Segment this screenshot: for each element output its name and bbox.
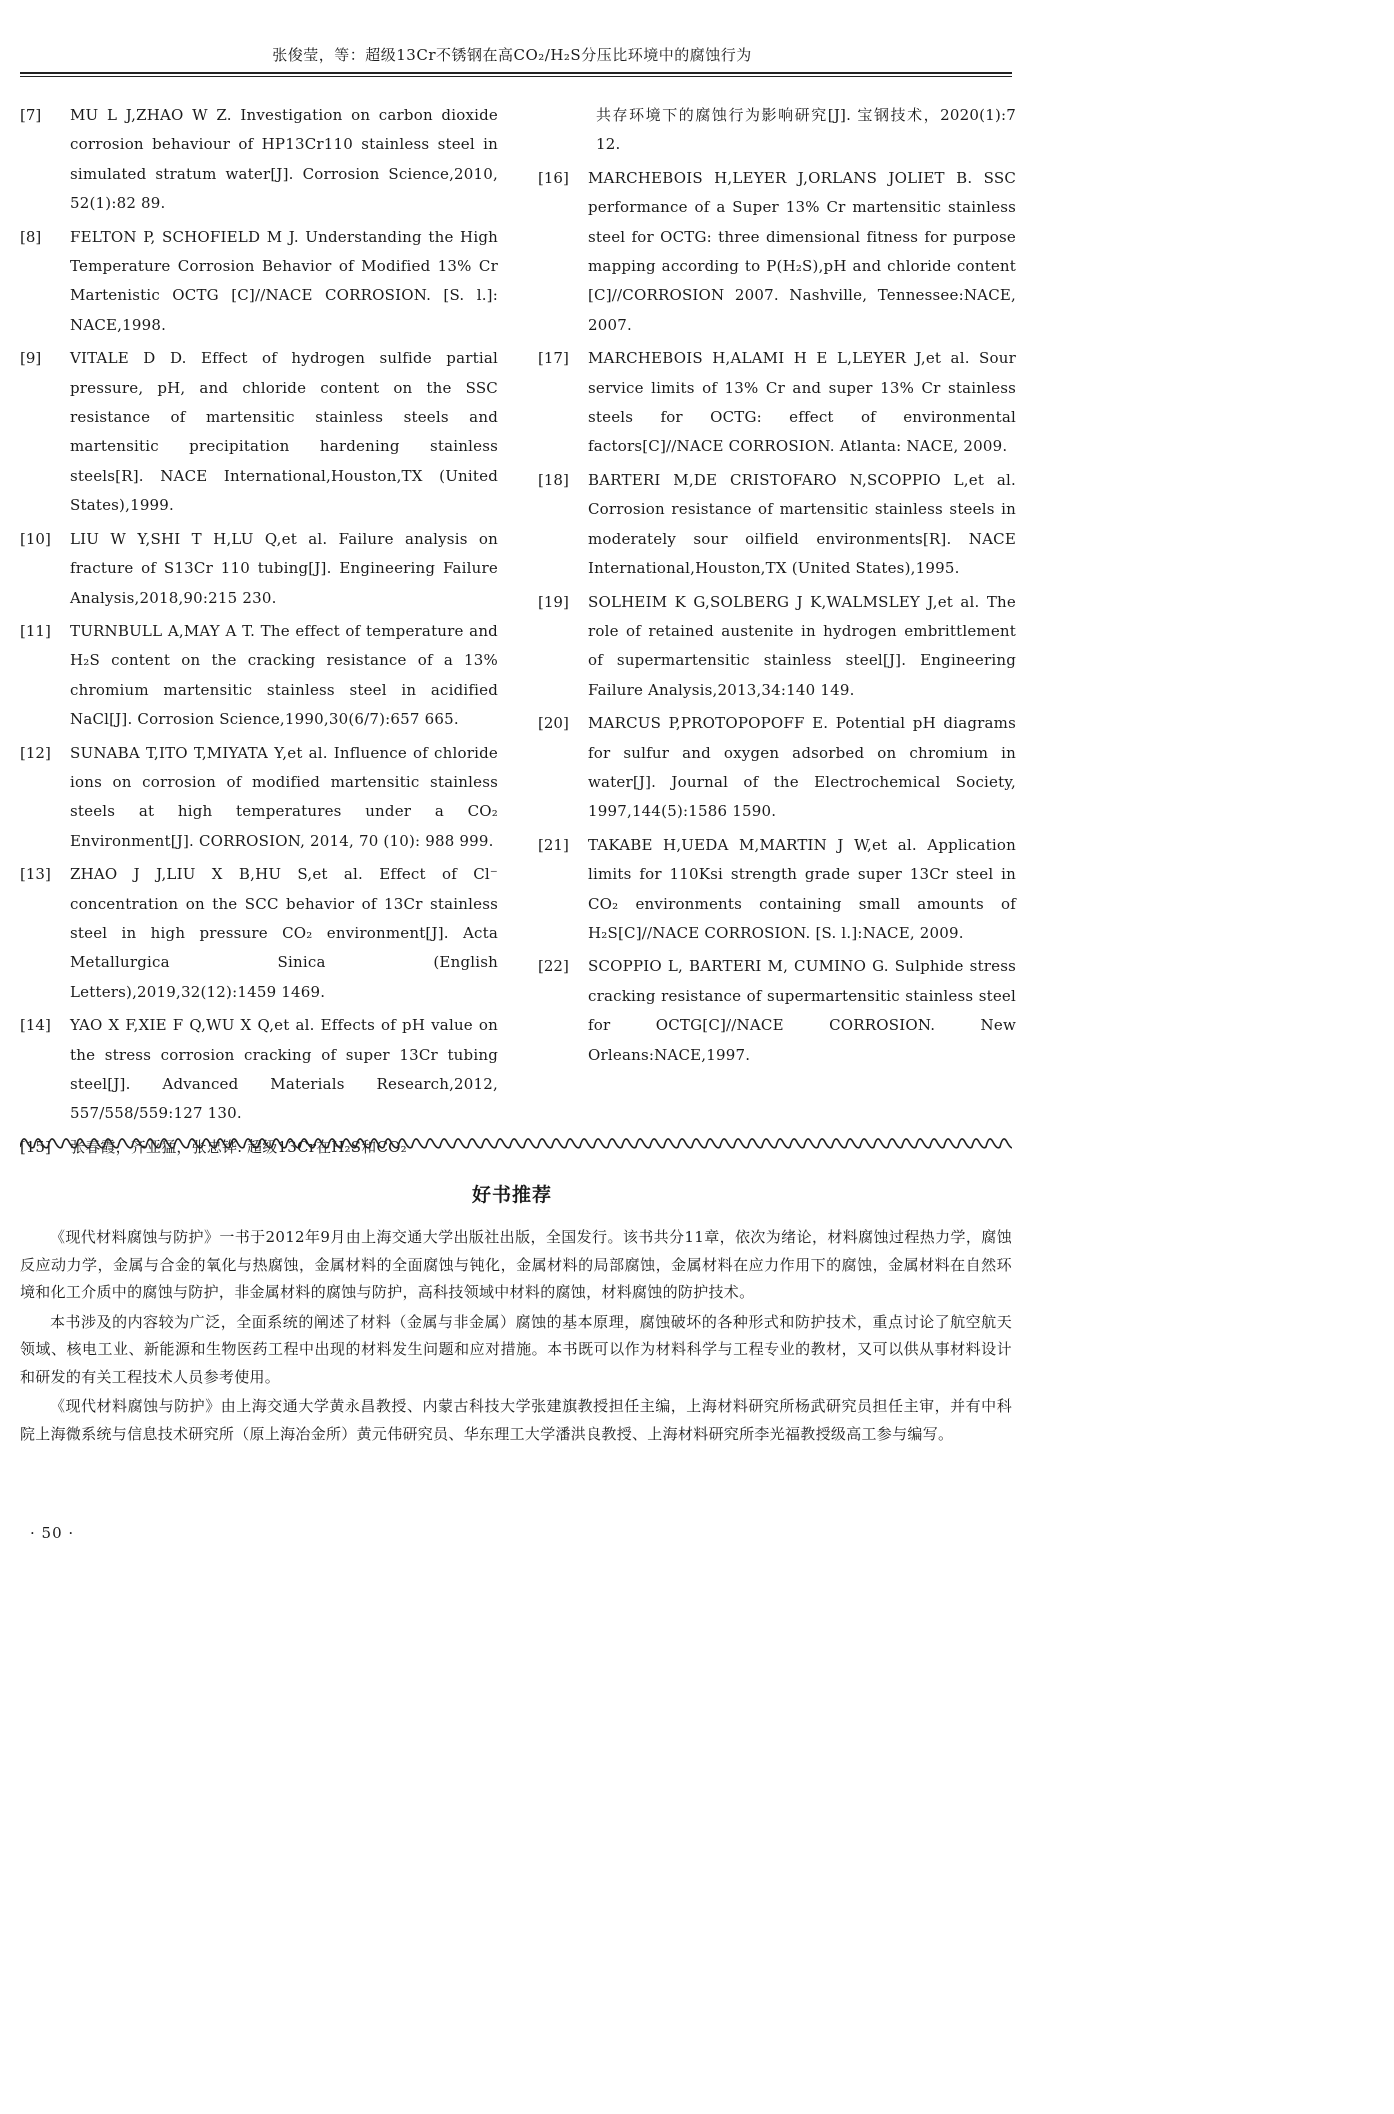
reference-text: SUNABA T,ITO T,MIYATA Y,et al. Influence of chloride ions on corrosion of modified martensitic stainless steels at high temperatures under a CO₂ Environment[J]. CORROSION, 2014, 70 (10): 988 999. bbox=[70, 743, 498, 850]
paragraph: 《现代材料腐蚀与防护》一书于2012年9月由上海交通大学出版社出版，全国发行。该书共分11章，依次为绪论，材料腐蚀过程热力学，腐蚀反应动力学，金属与合金的氧化与热腐蚀，金属材料的全面腐蚀与钝化，金属材料的局部腐蚀，金属材料在应力作用下的腐蚀，金属材料在自然环境和化工介质中的腐蚀与防护，非金属材料的腐蚀与防护，高科技领域中材料的腐蚀，材料腐蚀的防护技术。 bbox=[20, 1228, 1012, 1301]
decorative-wave-divider bbox=[20, 1136, 1012, 1150]
page-number: · 50 · bbox=[30, 1524, 75, 1542]
running-header: 张俊莹，等：超级13Cr不锈钢在高CO₂/H₂S分压比环境中的腐蚀行为 bbox=[272, 46, 752, 64]
reference-text: LIU W Y,SHI T H,LU Q,et al. Failure analysis on fracture of S13Cr 110 tubing[J]. Engineering Failure Analysis,2018,90:215 230. bbox=[70, 529, 498, 607]
reference-text: 共存环境下的腐蚀行为影响研究[J]. 宝钢技术，2020(1):7 12. bbox=[596, 106, 1016, 154]
reference-number: [18] bbox=[538, 470, 569, 489]
reference-item bbox=[538, 101, 1016, 160]
reference-number: [11] bbox=[20, 621, 51, 640]
reference-number: [20] bbox=[538, 714, 569, 733]
reference-number: [13] bbox=[20, 865, 51, 884]
reference-item bbox=[20, 1011, 498, 1129]
reference-number: [10] bbox=[20, 529, 51, 548]
reference-text: MARCHEBOIS H,ALAMI H E L,LEYER J,et al. Sour service limits of 13% Cr and super 13% Cr stainless steels for OCTG: effect of environmental factors[C]//NACE CORROSION. Atlanta: NACE, 2009. bbox=[588, 349, 1016, 456]
reference-item bbox=[538, 588, 1016, 706]
reference-text: VITALE D D. Effect of hydrogen sulfide partial pressure, pH, and chloride content on the SSC resistance of martensitic stainless steels and martensitic precipitation hardening stainless steels[R]. NACE International,Houston,TX (United States),1999. bbox=[70, 349, 498, 515]
reference-number: [17] bbox=[538, 349, 569, 368]
reference-text: TURNBULL A,MAY A T. The effect of temperature and H₂S content on the cracking resistance of a 13% chromium martensitic stainless steel in acidified NaCl[J]. Corrosion Science,1990,30(6/7):657 665. bbox=[70, 621, 498, 729]
reference-item bbox=[20, 101, 498, 219]
reference-number: [12] bbox=[20, 743, 51, 762]
reference-text: TAKABE H,UEDA M,MARTIN J W,et al. Application limits for 110Ksi strength grade super 13Cr steel in CO₂ environments containing small amounts of H₂S[C]//NACE CORROSION. [S. l.]:NACE, 2009. bbox=[588, 835, 1016, 942]
references-right-column bbox=[538, 101, 1016, 1074]
paragraph: 《现代材料腐蚀与防护》由上海交通大学黄永昌教授、内蒙古科技大学张建旗教授担任主编，上海材料研究所杨武研究员担任主审，并有中科院上海微系统与信息技术研究所（原上海冶金所）黄元伟研究员、华东理工大学潘洪良教授、上海材料研究所李光福教授级高工参与编写。 bbox=[20, 1397, 1012, 1443]
header-rule-thin bbox=[20, 76, 1012, 77]
reference-number: [21] bbox=[538, 835, 569, 854]
reference-number: [14] bbox=[20, 1016, 51, 1035]
header-rule bbox=[20, 72, 1012, 74]
reference-text: SCOPPIO L, BARTERI M, CUMINO G. Sulphide stress cracking resistance of supermartensitic stainless steel for OCTG[C]//NACE CORROSION. New Orleans:NACE,1997. bbox=[588, 957, 1016, 1064]
reference-text: YAO X F,XIE F Q,WU X Q,et al. Effects of pH value on the stress corrosion cracking of super 13Cr tubing steel[J]. Advanced Materials Research,2012, 557/558/559:127 130. bbox=[70, 1016, 498, 1123]
reference-text: MARCUS P,PROTOPOPOFF E. Potential pH diagrams for sulfur and oxygen adsorbed on chromium in water[J]. Journal of the Electrochemical Society, 1997,144(5):1586 1590. bbox=[588, 714, 1016, 821]
reference-number: [8] bbox=[20, 227, 42, 246]
reference-number: [19] bbox=[538, 592, 569, 611]
reference-item bbox=[20, 223, 498, 341]
reference-item bbox=[20, 860, 498, 1007]
reference-item bbox=[20, 617, 498, 735]
reference-item bbox=[20, 525, 498, 613]
reference-number: [15] bbox=[20, 1137, 51, 1156]
reference-item bbox=[20, 739, 498, 857]
reference-text: MU L J,ZHAO W Z. Investigation on carbon dioxide corrosion behaviour of HP13Cr110 stainless steel in simulated stratum water[J]. Corrosion Science,2010, 52(1):82 89. bbox=[70, 106, 498, 213]
reference-text: BARTERI M,DE CRISTOFARO N,SCOPPIO L,et al. Corrosion resistance of martensitic stainless steels in moderately sour oilfield environments[R]. NACE International,Houston,TX (United States),1995. bbox=[588, 470, 1016, 578]
references-left-column bbox=[20, 101, 498, 1166]
reference-text: SOLHEIM K G,SOLBERG J K,WALMSLEY J,et al. The role of retained austenite in hydrogen embrittlement of supermartensitic stainless steel[J]. Engineering Failure Analysis,2013,34:140 149. bbox=[588, 592, 1016, 699]
reference-number: [7] bbox=[20, 106, 42, 124]
reference-item bbox=[20, 344, 498, 520]
reference-item bbox=[538, 952, 1016, 1070]
reference-item bbox=[538, 164, 1016, 340]
reference-text: FELTON P, SCHOFIELD M J. Understanding the High Temperature Corrosion Behavior of Modified 13% Cr Martenistic OCTG [C]//NACE CORROSION. [S. l.]: NACE,1998. bbox=[70, 227, 498, 334]
reference-number: [9] bbox=[20, 349, 42, 368]
reference-number: [22] bbox=[538, 957, 569, 976]
reference-item bbox=[538, 466, 1016, 584]
reference-number: [16] bbox=[538, 168, 569, 187]
book-recommendation-body bbox=[20, 1224, 1012, 1450]
section-title: 好书推荐 bbox=[471, 1184, 552, 1206]
paragraph: 本书涉及的内容较为广泛，全面系统的阐述了材料（金属与非金属）腐蚀的基本原理，腐蚀破坏的各种形式和防护技术，重点讨论了航空航天领域、核电工业、新能源和生物医药工程中出现的材料发生问题和应对措施。本书既可以作为材料科学与工程专业的教材，又可以供从事材料设计和研发的有关工程技术人员参考使用。 bbox=[20, 1312, 1012, 1386]
reference-text: 张春霞，齐亚猛，张忠铧. 超级13Cr在H₂S和CO₂ bbox=[70, 1137, 407, 1156]
reference-item bbox=[538, 831, 1016, 949]
reference-item bbox=[538, 709, 1016, 827]
reference-text: MARCHEBOIS H,LEYER J,ORLANS JOLIET B. SSC performance of a Super 13% Cr martensitic stainless steel for OCTG: three dimensional fitness for purpose mapping according to P(H₂S),pH and chloride content [C]//CORROSION 2007. Nashville, Tennessee:NACE, 2007. bbox=[588, 168, 1016, 334]
reference-item bbox=[538, 344, 1016, 462]
reference-text: ZHAO J J,LIU X B,HU S,et al. Effect of Cl⁻ concentration on the SCC behavior of 13Cr stainless steel in high pressure CO₂ environment[J]. Acta Metallurgica Sinica (English Letters),2019,32(12):1459 1469. bbox=[70, 865, 498, 1001]
